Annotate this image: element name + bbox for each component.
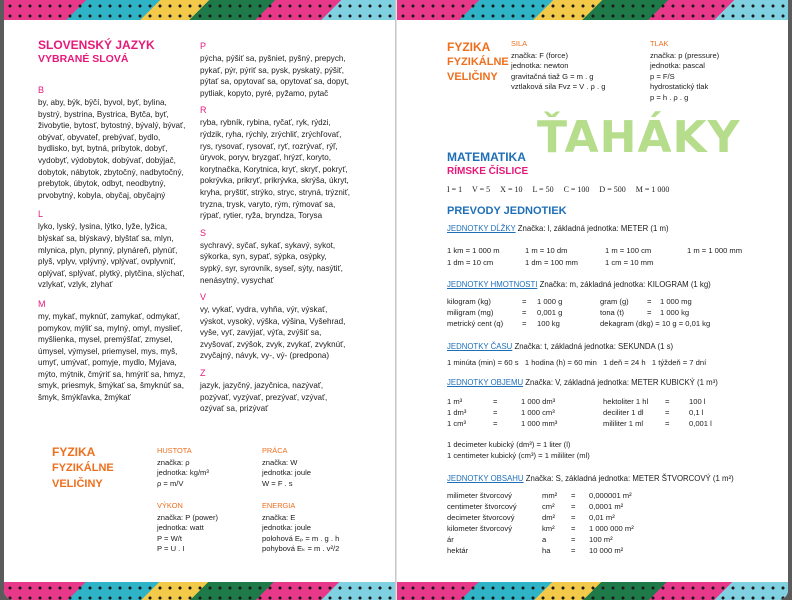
words-m: my, mykať, myknúť, zamykať, odmykať, pomykov, mýliť sa, mylný, omyl, myslieť, myšlienka, mysel, premýšľať, zmysel, úmysel, výmysel, priemysel, mys, myš, umyť, umývať, pomyje, mydlo, Myjava, mýto, mýtnik, čmýriť sa, hmýriť sa, hmyz, smyk, priesmyk, šmýkať sa, šmyknúť sa, šmyk, šmýkľavka, žmýkať bbox=[38, 311, 186, 403]
objem-cell: 1 cm³ bbox=[447, 419, 466, 428]
energia-block: ENERGIA značka: E jednotka: joule polohová Eₚ = m . g . h pohybová Eₖ = m . v²/2 bbox=[262, 501, 340, 554]
hmotnost-cell: 1 000 mg bbox=[660, 297, 692, 306]
words-p: pýcha, pýšiť sa, pyšniet, pyšný, prepych, pykať, pýr, pýriť sa, pysk, pyskatý, pýšiť, pýtať sa, opytovať sa, opytovať sa, dopyt, pytliak, kopyto, pyré, pyžamo, pytač bbox=[200, 54, 350, 98]
vykon-block: VÝKON značka: P (power) jednotka: watt P = W/t P = U . I bbox=[157, 501, 219, 554]
dlzka-header: JEDNOTKY DĹŽKY Značka: l, základná jednotka: METER (1 m) bbox=[447, 224, 669, 233]
letter-b: B bbox=[38, 85, 45, 95]
hmotnost-cell: 1 000 g bbox=[537, 297, 563, 306]
obsah-header: JEDNOTKY OBSAHU Značka: S, základná jednotka: METER ŠTVORCOVÝ (1 m²) bbox=[447, 474, 734, 483]
cas-header: JEDNOTKY ČASU Značka: t, základná jednotka: SEKUNDA (1 s) bbox=[447, 342, 674, 351]
slovak-title: SLOVENSKÝ JAZYK bbox=[38, 38, 155, 52]
top-decorative-band bbox=[4, 0, 395, 20]
objem-cell: 100 l bbox=[689, 397, 706, 406]
letter-l: L bbox=[38, 209, 44, 220]
hmotnost-cell: metrický cent (q) bbox=[447, 319, 504, 328]
hmotnost-cell: 100 kg bbox=[537, 319, 560, 328]
words-column-1 bbox=[38, 80, 188, 404]
hmotnost-cell: tona (t) bbox=[600, 308, 625, 317]
words-s: sychravý, syčať, sykať, sykavý, sykot, sýkorka, syn, sypať, sýpka, osýpky, sypký, syr, syrovník, syseľ, sýty, nasýtiť, nenásytný, vysychať bbox=[200, 240, 343, 285]
words-v: vy, vykať, vydra, vyhňa, výr, výskať, výskot, vysoký, výška, výšina, Vyšehrad, vyše, vyť, zavýjať, výťa, zvýšiť sa, zvyšovať, zvýšok, zvyk, zvykať, zvyknúť, zvyčajný, návyk, vy-, vý- (predpona) bbox=[200, 305, 346, 361]
objem-cell: = bbox=[665, 408, 670, 417]
bottom-decorative-band bbox=[397, 582, 788, 600]
bottom-decorative-band bbox=[4, 582, 395, 600]
obsah-cell: decimeter štvorcový bbox=[447, 513, 515, 522]
obsah-cell: dm² bbox=[542, 513, 556, 522]
roman-numerals: I = 1 V = 5 X = 10 L = 50 C = 100 D = 500 M = 1 000 bbox=[447, 185, 670, 194]
hmotnost-cell: = bbox=[522, 297, 527, 306]
hmotnost-cell: miligram (mg) bbox=[447, 308, 494, 317]
dlzka-cell: 1 km = 1 000 m bbox=[447, 246, 500, 255]
dlzka-cell: 1 dm = 100 mm bbox=[525, 258, 578, 267]
letter-p: P bbox=[200, 41, 207, 51]
objem-note: 1 centimeter kubický (cm³) = 1 mililiter (ml) bbox=[447, 451, 590, 460]
objem-cell: 1 dm³ bbox=[447, 408, 467, 417]
hmotnost-cell: dekagram (dkg) = 10 g = 0,01 kg bbox=[600, 319, 711, 328]
obsah-cell: hektár bbox=[447, 546, 469, 555]
words-l: lyko, lyský, lysina, lýtko, lyže, lyžica, blýskať sa, blýskavý, blyštať sa, mlyn, mlynica, plyn, plynný, plynáreň, plynúť, plyš, vplyv, vplývný, vplývať, ovplyvniť, oplývať, splývať, plytký, plytčina, slýchať, vzlykať, vzlyk, zlyhať bbox=[38, 222, 185, 290]
letter-z: Z bbox=[200, 368, 206, 379]
letter-m: M bbox=[38, 298, 46, 309]
top-decorative-band bbox=[397, 0, 788, 20]
obsah-cell: = bbox=[571, 546, 576, 555]
objem-cell: = bbox=[493, 419, 498, 428]
obsah-cell: km² bbox=[542, 524, 555, 533]
hmotnost-cell: 1 000 kg bbox=[660, 308, 690, 317]
dlzka-cell: 1 m = 100 cm bbox=[605, 246, 652, 255]
obsah-cell: = bbox=[571, 524, 576, 533]
tlak-block: TLAK značka: p (pressure) jednotka: pascal p = F/S hydrostatický tlak p = h . ρ . g bbox=[650, 39, 720, 102]
objem-cell: 1 000 dm³ bbox=[521, 397, 556, 406]
cas-row: 1 minúta (min) = 60 s 1 hodina (h) = 60 min 1 deň = 24 h 1 týždeň = 7 dní bbox=[447, 358, 707, 367]
objem-cell: mililiter 1 ml bbox=[603, 419, 644, 428]
objem-cell: = bbox=[665, 419, 670, 428]
hmotnost-cell: kilogram (kg) bbox=[447, 297, 491, 306]
words-z: jazyk, jazyčný, jazyčnica, nazývať, pozývať, vyzývať, prezývať, vzývať, ozývať sa, prizývať bbox=[200, 381, 328, 414]
words-b: by, aby, býk, bÿčí, byvol, byť, bylina, bystrý, bystrina, Bystrica, Bytča, byť, živobytie, bytosť, bytostný, bývalý, bývať, obývať, obyvateľ, prebývať, bydlo, bydlisko, byt, bytná, príbytok, dobyť, vydobyť, výdobytok, dobývať, dobýjač, dobytok, nábytok, zbytočný, nadbytočný, prebytok, úbytok, odbyt, neodbytný, prvobytný, kobyla, obyčaj, obyčajný bbox=[38, 98, 186, 200]
left-page bbox=[4, 0, 395, 600]
prevody-title: PREVODY JEDNOTIEK bbox=[447, 205, 567, 217]
obsah-cell: 100 m² bbox=[589, 535, 613, 544]
praca-block: PRÁCA značka: W jednotka: joule W = F . s bbox=[262, 446, 311, 488]
obsah-cell: centimeter štvorcový bbox=[447, 502, 517, 511]
obsah-cell: 0,01 m² bbox=[589, 513, 615, 522]
fyzika-right-title: FYZIKA FYZIKÁLNE VELIČINY bbox=[447, 40, 509, 83]
obsah-cell: cm² bbox=[542, 502, 555, 511]
words-column-2 bbox=[200, 36, 350, 415]
hmotnost-cell: 0,001 g bbox=[537, 308, 563, 317]
right-page bbox=[397, 0, 788, 600]
roman-title: RÍMSKE ČÍSLICE bbox=[447, 166, 529, 177]
obsah-cell: mm² bbox=[542, 491, 558, 500]
fyzika-left-title: FYZIKA FYZIKÁLNE VELIČINY bbox=[52, 445, 114, 490]
dlzka-cell: 1 cm = 10 mm bbox=[605, 258, 654, 267]
hmotnost-cell: = bbox=[522, 319, 527, 328]
math-title: MATEMATIKA bbox=[447, 150, 526, 164]
sila-block: SILA značka: F (force) jednotka: newton gravitačná tiaž G = m . g vztlaková sila Fvz = V . ρ . g bbox=[511, 39, 606, 92]
objem-note: 1 decimeter kubický (dm³) = 1 liter (l) bbox=[447, 440, 571, 449]
obsah-cell: 0,0001 m² bbox=[589, 502, 624, 511]
objem-cell: hektoliter 1 hl bbox=[603, 397, 649, 406]
hustota-block: HUSTOTA značka: ρ jednotka: kg/m³ ρ = m/V bbox=[157, 446, 209, 488]
hmotnost-cell: gram (g) bbox=[600, 297, 629, 306]
objem-cell: 1 000 cm³ bbox=[521, 408, 555, 417]
obsah-cell: 0,000001 m² bbox=[589, 491, 632, 500]
hmotnost-cell: = bbox=[522, 308, 527, 317]
letter-r: R bbox=[200, 105, 207, 116]
objem-cell: deciliter 1 dl bbox=[603, 408, 644, 417]
objem-cell: 0,001 l bbox=[689, 419, 712, 428]
objem-cell: = bbox=[665, 397, 670, 406]
hmotnost-cell: = bbox=[647, 308, 652, 317]
words-r: ryba, rybník, rybina, ryčať, ryk, rýdzi, rýdzik, ryha, rýchly, zrýchliť, zrýchľovať, rys, rysovať, rysovať, ryť, rozrývať, rýľ, úryvok, poryv, bryzgať, hrýzť, koryto, korytnačka, Korytnica, kryť, skryť, pokryť, pokrývka, prikryť, prikrývka, skrýša, úkryt, kryha, pryštiť, strýko, stryc, stryná, trýzniť, tryzna, trysk, varyto, rým, rýmovať sa, rýpať, rytier, ryža, bryndza, Torysa bbox=[200, 118, 350, 221]
hmotnost-header: JEDNOTKY HMOTNOSTI Značka: m, základná jednotka: KILOGRAM (1 kg) bbox=[447, 280, 711, 289]
slovak-subtitle: VYBRANÉ SLOVÁ bbox=[38, 53, 129, 65]
letter-v: V bbox=[200, 292, 207, 303]
obsah-cell: = bbox=[571, 535, 576, 544]
objem-cell: = bbox=[493, 408, 498, 417]
objem-cell: 1 m³ bbox=[447, 397, 463, 406]
obsah-cell: 1 000 000 m² bbox=[589, 524, 634, 533]
obsah-cell: a bbox=[542, 535, 547, 544]
objem-cell: 1 000 mm³ bbox=[521, 419, 558, 428]
objem-cell: 0,1 l bbox=[689, 408, 704, 417]
tahaky-heading: ŤAHÁKY bbox=[537, 112, 741, 163]
obsah-cell: = bbox=[571, 513, 576, 522]
obsah-cell: ár bbox=[447, 535, 454, 544]
objem-header: JEDNOTKY OBJEMU Značka: V, základná jednotka: METER KUBICKÝ (1 m³) bbox=[447, 378, 718, 387]
letter-s: S bbox=[200, 227, 207, 238]
obsah-cell: ha bbox=[542, 546, 551, 555]
obsah-cell: = bbox=[571, 491, 576, 500]
dlzka-cell: 1 m = 1 000 mm bbox=[687, 246, 743, 255]
obsah-cell: 10 000 m² bbox=[589, 546, 624, 555]
dlzka-cell: 1 m = 10 dm bbox=[525, 246, 568, 255]
obsah-cell: milimeter štvorcový bbox=[447, 491, 512, 500]
dlzka-cell: 1 dm = 10 cm bbox=[447, 258, 494, 267]
objem-cell: = bbox=[493, 397, 498, 406]
obsah-cell: kilometer štvorcový bbox=[447, 524, 512, 533]
obsah-cell: = bbox=[571, 502, 576, 511]
hmotnost-cell: = bbox=[647, 297, 652, 306]
